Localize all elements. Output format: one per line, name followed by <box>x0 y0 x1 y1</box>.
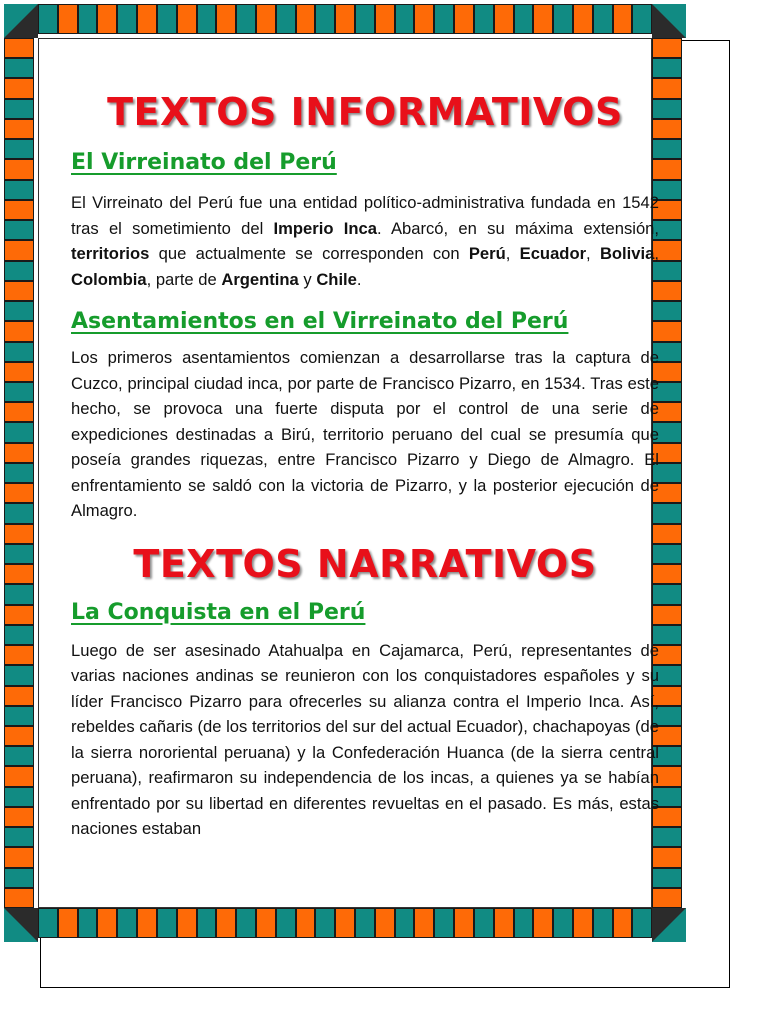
text-run: , <box>654 244 659 263</box>
border-tile <box>335 908 355 938</box>
text-run: , <box>586 244 600 263</box>
border-tile <box>4 362 34 382</box>
border-tile <box>4 180 34 200</box>
border-tile <box>4 726 34 746</box>
border-tile <box>454 4 474 34</box>
border-tile <box>4 99 34 119</box>
border-tile <box>652 58 682 78</box>
corner-bottom-right <box>652 908 686 942</box>
border-tile <box>276 4 296 34</box>
corner-top-right <box>652 4 686 38</box>
border-tile <box>494 908 514 938</box>
article-heading-conquista: La Conquista en el Perú <box>71 599 366 625</box>
border-tile <box>4 261 34 281</box>
section-title-informativos: TEXTOS INFORMATIVOS <box>107 90 623 134</box>
border-tile <box>216 908 236 938</box>
border-tile <box>4 686 34 706</box>
border-tile <box>157 908 177 938</box>
text-run: . <box>356 269 362 289</box>
border-tile <box>593 4 613 34</box>
border-tile <box>256 4 276 34</box>
border-tile <box>474 908 494 938</box>
border-tile <box>4 119 34 139</box>
text-run: que actualmente se corresponden con <box>149 244 469 263</box>
border-tile <box>395 908 415 938</box>
border-tile <box>4 38 34 58</box>
border-tile <box>395 4 415 34</box>
text-run: y <box>298 269 317 289</box>
border-tile <box>4 665 34 685</box>
border-tile <box>296 4 316 34</box>
border-tile <box>97 4 117 34</box>
border-tile <box>117 4 137 34</box>
border-bottom <box>38 908 652 938</box>
bold-term: Ecuador <box>519 244 587 263</box>
border-tile <box>4 382 34 402</box>
border-tile <box>216 4 236 34</box>
border-tile <box>4 78 34 98</box>
border-tile <box>652 868 682 888</box>
border-tile <box>4 564 34 584</box>
border-tile <box>533 4 553 34</box>
border-tile <box>4 868 34 888</box>
border-tile <box>315 908 335 938</box>
border-tile <box>137 908 157 938</box>
border-tile <box>4 443 34 463</box>
border-tile <box>4 584 34 604</box>
border-tile <box>514 4 534 34</box>
border-tile <box>256 908 276 938</box>
text-run: Luego de ser asesinado Atahualpa en Cajamarca, Perú, representantes de varias naciones andinas se reunieron con los conquistadores españoles y su líder Francisco Pizarro para ofrecerles su alianza contra el Imperio Inca. Así, rebeldes cañaris (de los territorios del sur del actual Ecuador), chachapoyas (de la sierra nororiental peruana) y la Confederación Huanca (de la sierra central peruana), reafirmaron su independencia de los incas, a quienes ya se habían enfrentado por su libertad en diferentes revueltas en el pasado. Es más, estas naciones estaban <box>71 640 659 838</box>
border-tile <box>177 908 197 938</box>
bold-term: Perú <box>468 244 506 263</box>
border-tile <box>4 787 34 807</box>
border-tile <box>236 908 256 938</box>
border-tile <box>652 847 682 867</box>
border-tile <box>4 200 34 220</box>
border-tile <box>573 4 593 34</box>
border-tile <box>4 483 34 503</box>
border-tile <box>355 4 375 34</box>
border-tile <box>197 4 217 34</box>
border-tile <box>4 139 34 159</box>
corner-bottom-left <box>4 908 38 942</box>
border-tile <box>4 605 34 625</box>
border-tile <box>157 4 177 34</box>
border-tile <box>4 807 34 827</box>
border-tile <box>117 908 137 938</box>
border-tile <box>4 159 34 179</box>
border-tile <box>454 908 474 938</box>
border-tile <box>4 625 34 645</box>
bold-term: Argentina <box>221 269 299 289</box>
bold-term: Bolivia <box>599 244 655 263</box>
border-tile <box>474 4 494 34</box>
border-tile <box>78 908 98 938</box>
corner-top-left <box>4 4 38 38</box>
border-tile <box>137 4 157 34</box>
border-tile <box>434 908 454 938</box>
border-left <box>4 38 34 908</box>
border-tile <box>533 908 553 938</box>
border-tile <box>652 38 682 58</box>
border-tile <box>4 321 34 341</box>
article-body-virreinato <box>71 190 659 292</box>
border-tile <box>78 4 98 34</box>
border-tile <box>4 402 34 422</box>
border-tile <box>375 908 395 938</box>
border-tile <box>514 908 534 938</box>
border-tile <box>4 281 34 301</box>
bold-term: territorios <box>71 244 150 263</box>
border-tile <box>652 888 682 908</box>
border-top <box>38 4 652 34</box>
document-content <box>71 80 659 842</box>
article-heading-virreinato: El Virreinato del Perú <box>71 150 337 175</box>
border-tile <box>4 888 34 908</box>
text-run: El Virreinato del Perú fue una entidad político-administrativa fundada en 1542 tras el sometimiento del <box>71 193 659 238</box>
text-run: . Abarcó, en su máxima extensión, <box>376 218 660 238</box>
border-tile <box>4 503 34 523</box>
border-tile <box>632 908 652 938</box>
border-tile <box>335 4 355 34</box>
border-tile <box>4 422 34 442</box>
border-tile <box>4 524 34 544</box>
border-tile <box>296 908 316 938</box>
article-heading-asentamientos: Asentamientos en el Virreinato del Perú <box>71 309 569 334</box>
border-tile <box>38 4 58 34</box>
border-tile <box>494 4 514 34</box>
border-tile <box>355 908 375 938</box>
border-tile <box>553 908 573 938</box>
border-tile <box>4 544 34 564</box>
border-tile <box>315 4 335 34</box>
border-tile <box>4 645 34 665</box>
section-title-narrativos: TEXTOS NARRATIVOS <box>133 541 597 586</box>
border-tile <box>177 4 197 34</box>
border-tile <box>4 463 34 483</box>
border-tile <box>414 908 434 938</box>
border-tile <box>375 4 395 34</box>
text-run: , parte de <box>146 269 222 289</box>
border-tile <box>236 4 256 34</box>
border-tile <box>4 766 34 786</box>
border-tile <box>197 908 217 938</box>
border-tile <box>4 220 34 240</box>
border-tile <box>276 908 296 938</box>
border-tile <box>553 4 573 34</box>
border-tile <box>632 4 652 34</box>
border-tile <box>4 827 34 847</box>
text-run: , <box>505 244 520 263</box>
border-tile <box>573 908 593 938</box>
border-tile <box>434 4 454 34</box>
border-tile <box>613 908 633 938</box>
border-tile <box>58 908 78 938</box>
bold-term: Chile <box>316 269 357 289</box>
border-tile <box>4 240 34 260</box>
border-tile <box>4 301 34 321</box>
border-tile <box>4 706 34 726</box>
border-tile <box>4 746 34 766</box>
border-tile <box>613 4 633 34</box>
article-body-asentamientos <box>71 345 659 524</box>
border-tile <box>4 58 34 78</box>
text-run: Los primeros asentamientos comienzan a desarrollarse tras la captura de Cuzco, principal ciudad inca, por parte de Francisco Pizarro, en 1534. Tras este hecho, se provoca una fuerte disputa por el control de una serie de expediciones destinadas a Birú, territorio peruano del cual se presumía que poseía grandes riquezas, entre Francisco Pizarro y Diego de Almagro. El enfrentamiento se saldó con la victoria de Pizarro, y la posterior ejecución de Almagro. <box>71 348 659 520</box>
border-tile <box>38 908 58 938</box>
border-tile <box>4 342 34 362</box>
bold-term: Imperio Inca <box>273 218 377 238</box>
border-tile <box>593 908 613 938</box>
border-tile <box>4 847 34 867</box>
border-tile <box>414 4 434 34</box>
border-tile <box>97 908 117 938</box>
border-tile <box>58 4 78 34</box>
bold-term: Colombia <box>71 269 147 289</box>
article-body-conquista <box>71 638 659 842</box>
